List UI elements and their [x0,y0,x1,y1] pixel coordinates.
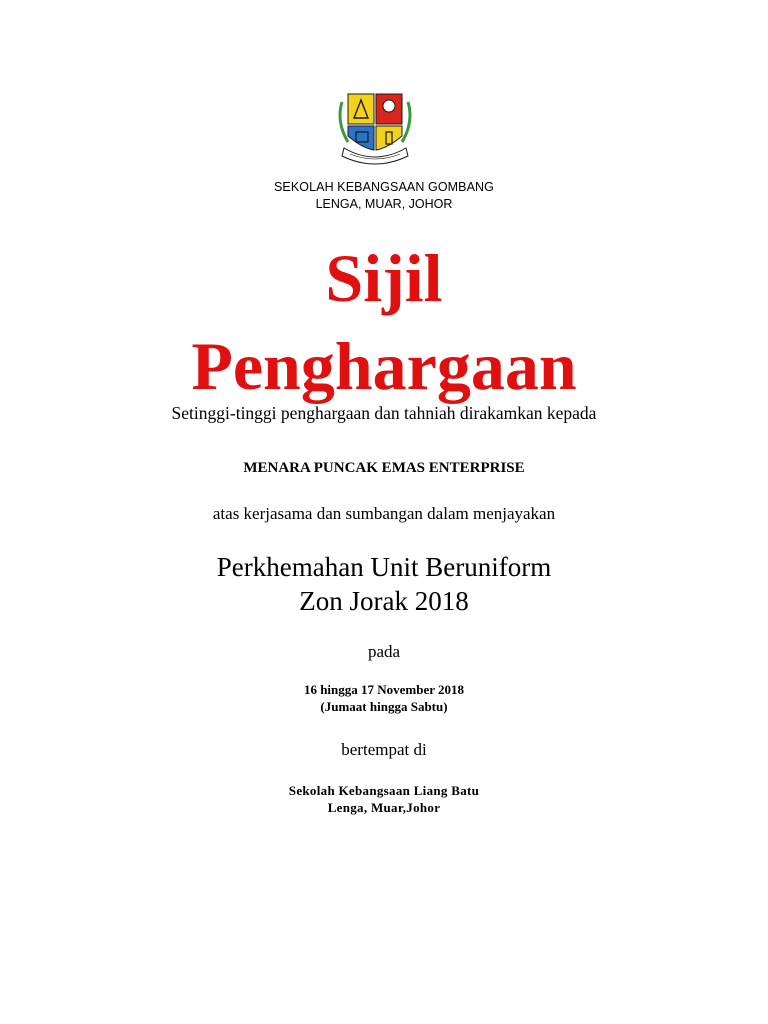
date-range: 16 hingga 17 November 2018 [303,682,465,697]
certificate-title-line1: Sijil [325,240,443,316]
school-name: SEKOLAH KEBANGSAAN GOMBANG [273,180,495,194]
recipient-name: MENARA PUNCAK EMAS ENTERPRISE [243,460,525,476]
school-crest-icon [334,88,416,166]
event-name-line1: Perkhemahan Unit Beruniform [216,552,552,582]
reason-text: atas kerjasama dan sumbangan dalam menjayakan [212,504,556,523]
school-address: LENGA, MUAR, JOHOR [315,197,453,211]
honor-text: Setinggi-tinggi penghargaan dan tahniah dirakamkan kepada [171,403,597,423]
venue-label: bertempat di [341,740,427,759]
date-label: pada [367,642,401,661]
certificate-title-line2: Penghargaan [191,328,577,404]
venue-name: Sekolah Kebangsaan Liang Batu [288,783,480,798]
event-name-line2: Zon Jorak 2018 [299,586,469,616]
venue-address: Lenga, Muar,Johor [327,800,441,815]
date-days: (Jumaat hingga Sabtu) [320,699,448,714]
